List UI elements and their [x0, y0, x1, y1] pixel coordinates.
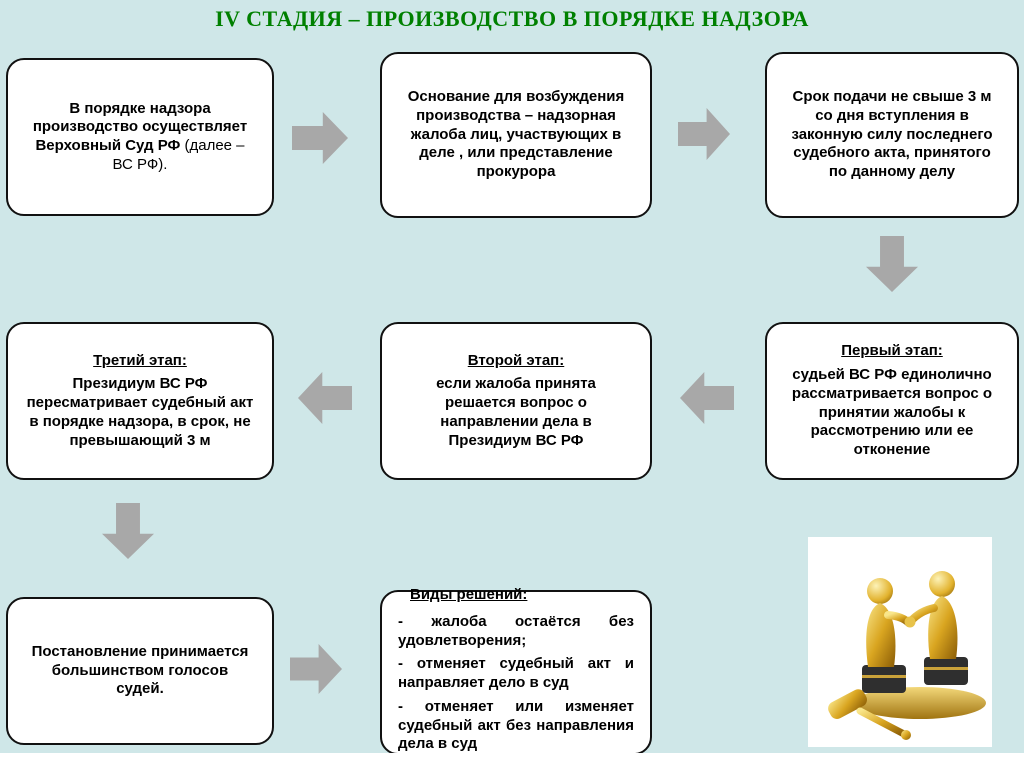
box-text: Постановление принимается большинством голосов судей. — [31, 642, 249, 698]
arrow-left-icon — [680, 372, 734, 424]
list-item: - жалоба остаётся без удовлетворения; — [398, 612, 634, 649]
box-stage-two — [380, 322, 652, 480]
box-text — [26, 100, 254, 175]
arrow-right-icon — [292, 112, 348, 164]
handshake-figures-gavel-image — [808, 537, 992, 747]
box-heading: Первый этап: — [841, 342, 943, 360]
box-decision-types — [380, 586, 652, 755]
box-supervising-court — [6, 58, 274, 216]
box-text-normal: (далее – ВС РФ). — [112, 137, 245, 173]
box-filing-deadline — [765, 52, 1019, 218]
arrow-down-icon — [866, 236, 918, 292]
box-text: Основание для возбуждения производства – надзорная жалоба лиц, участвующих в деле , или представление прокурора — [407, 88, 625, 181]
box-heading: Третий этап: — [93, 351, 187, 369]
list-item: - отменяет судебный акт и направляет дело в суд — [398, 655, 634, 691]
box-text: судьей ВС РФ единолично рассматривается вопрос о принятии жалобы к рассмотрению или ее отконение — [791, 366, 993, 458]
arrow-right-icon — [290, 644, 342, 694]
box-text: Президиум ВС РФ пересматривает судебный акт в порядке надзора, в срок, не превышающий 3 м — [26, 375, 254, 449]
box-heading: Виды решений: — [410, 586, 528, 603]
box-stage-one — [765, 322, 1019, 480]
arrow-left-icon — [298, 372, 352, 424]
page-title: IV СТАДИЯ – ПРОИЗВОДСТВО В ПОРЯДКЕ НАДЗОРА — [215, 6, 809, 31]
box-heading: Второй этап: — [467, 351, 565, 369]
arrow-right-icon — [678, 108, 730, 160]
box-grounds-for-proceedings — [380, 52, 652, 218]
box-text: если жалоба принята решается вопрос о направлении дела в Президиум ВС РФ — [436, 375, 596, 449]
list-item: - отменяет или изменяет судебный акт без направления дела в суд — [398, 697, 634, 753]
box-stage-three — [6, 322, 274, 480]
handshake-illustration-svg — [808, 537, 992, 747]
box-text: Срок подачи не свыше 3 м со дня вступления в законную силу последнего судебного акта, принятого по данному делу — [791, 88, 993, 181]
box-text-bold: В порядке надзора производство осуществляет Верховный Суд РФ — [32, 99, 248, 154]
box-resolution-majority — [6, 597, 274, 745]
arrow-down-icon — [102, 503, 154, 559]
bottom-strip — [0, 753, 1024, 767]
